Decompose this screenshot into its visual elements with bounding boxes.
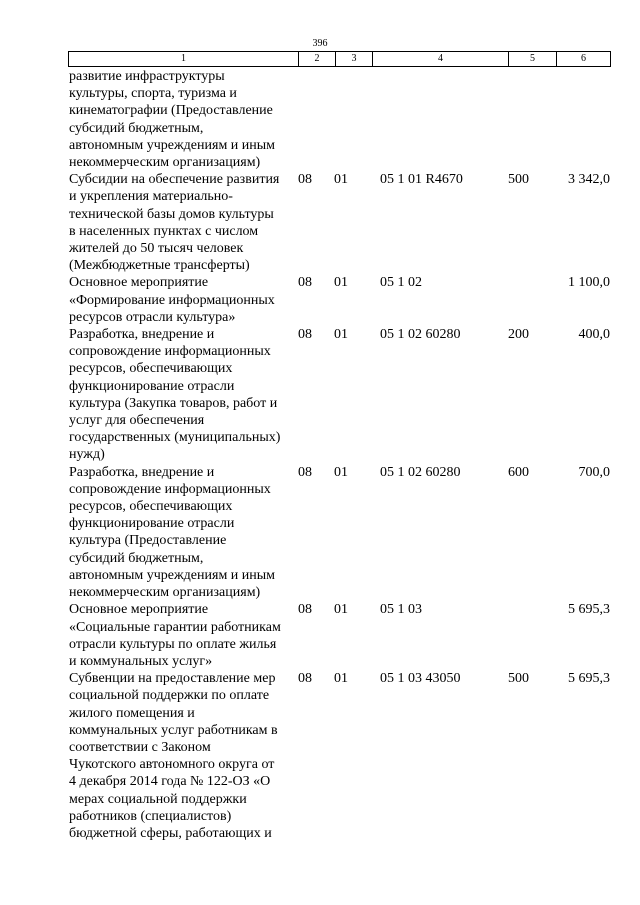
section-code: 08 [298, 671, 312, 687]
item-name: Основное мероприятие «Формирование информационных ресурсов отрасли культура» [69, 275, 275, 325]
expense-type-code: 200 [508, 327, 529, 343]
amount: 5 695,3 [568, 671, 610, 687]
table-row [68, 274, 610, 326]
target-article-code: 05 1 03 [380, 602, 422, 618]
table-row [68, 464, 610, 602]
column-number: 6 [557, 52, 611, 67]
section-code: 08 [298, 275, 312, 291]
table-row [68, 171, 610, 274]
subsection-code: 01 [334, 172, 348, 188]
expense-type-code: 500 [508, 671, 529, 687]
column-number-row [69, 52, 611, 67]
amount [558, 68, 610, 171]
section-code [298, 68, 324, 171]
column-number: 3 [336, 52, 373, 67]
subsection-code: 01 [334, 327, 348, 343]
amount: 1 100,0 [568, 275, 610, 291]
expense-type-code [508, 68, 558, 171]
target-article-code: 05 1 02 60280 [380, 464, 461, 480]
amount: 5 695,3 [568, 602, 610, 618]
table-row [68, 326, 610, 464]
expense-type-code [508, 601, 558, 670]
subsection-code: 01 [334, 275, 348, 291]
column-number: 5 [509, 52, 557, 67]
amount: 400,0 [578, 327, 610, 343]
target-article-code: 05 1 03 43050 [380, 671, 461, 687]
item-name: Субсидии на обеспечение развития и укрепления материально- технической базы домов культуры в населенных пунктах с числом жителей до 50 тысяч человек (Межбюджетные трансферты) [69, 172, 280, 274]
target-article-code: 05 1 02 [380, 275, 422, 291]
item-name: развитие инфраструктуры культуры, спорта, туризма и кинематографии (Предоставление субсидий бюджетным, автономным учреждениям и иным некоммерческим организациям) [69, 69, 276, 171]
budget-table [68, 68, 610, 842]
section-code: 08 [298, 172, 312, 188]
subsection-code: 01 [334, 464, 348, 480]
column-number: 4 [373, 52, 509, 67]
target-article-code [372, 68, 508, 171]
page-number: 396 [312, 38, 328, 49]
column-number: 1 [69, 52, 299, 67]
subsection-code: 01 [334, 602, 348, 618]
item-name: Субвенции на предоставление мер социальной поддержки по оплате жилого помещения и коммунальных услуг работникам в соответствии с Законом Чукотского автономного округа от 4 декабря 2014 года № 122-ОЗ «О мерах социальной поддержки работников (специалистов) бюджетной сферы, работающих и [69, 671, 278, 841]
subsection-code: 01 [334, 671, 348, 687]
section-code: 08 [298, 602, 312, 618]
table-row [68, 601, 610, 670]
expense-type-code [508, 274, 558, 326]
item-name: Разработка, внедрение и сопровождение информационных ресурсов, обеспечивающих функционирование отрасли культура (Предоставление субсидий бюджетным, автономным учреждениям и иным некоммерческим организациям) [69, 464, 276, 601]
table-row [68, 670, 610, 842]
amount: 700,0 [578, 464, 610, 480]
column-number: 2 [299, 52, 336, 67]
amount: 3 342,0 [568, 172, 610, 188]
item-name: Разработка, внедрение и сопровождение информационных ресурсов, обеспечивающих функционирование отрасли культура (Закупка товаров, работ и услуг для обеспечения государственных (муниципальных) нужд) [69, 327, 281, 463]
expense-type-code: 500 [508, 172, 529, 188]
subsection-code [324, 68, 372, 171]
section-code: 08 [298, 327, 312, 343]
column-header-table [68, 51, 611, 67]
expense-type-code: 600 [508, 464, 529, 480]
item-name: Основное мероприятие «Социальные гарантии работникам отрасли культуры по оплате жилья и коммунальных услуг» [69, 602, 281, 669]
target-article-code: 05 1 02 60280 [380, 327, 461, 343]
table-row [68, 68, 610, 171]
section-code: 08 [298, 464, 312, 480]
target-article-code: 05 1 01 R4670 [380, 172, 463, 188]
